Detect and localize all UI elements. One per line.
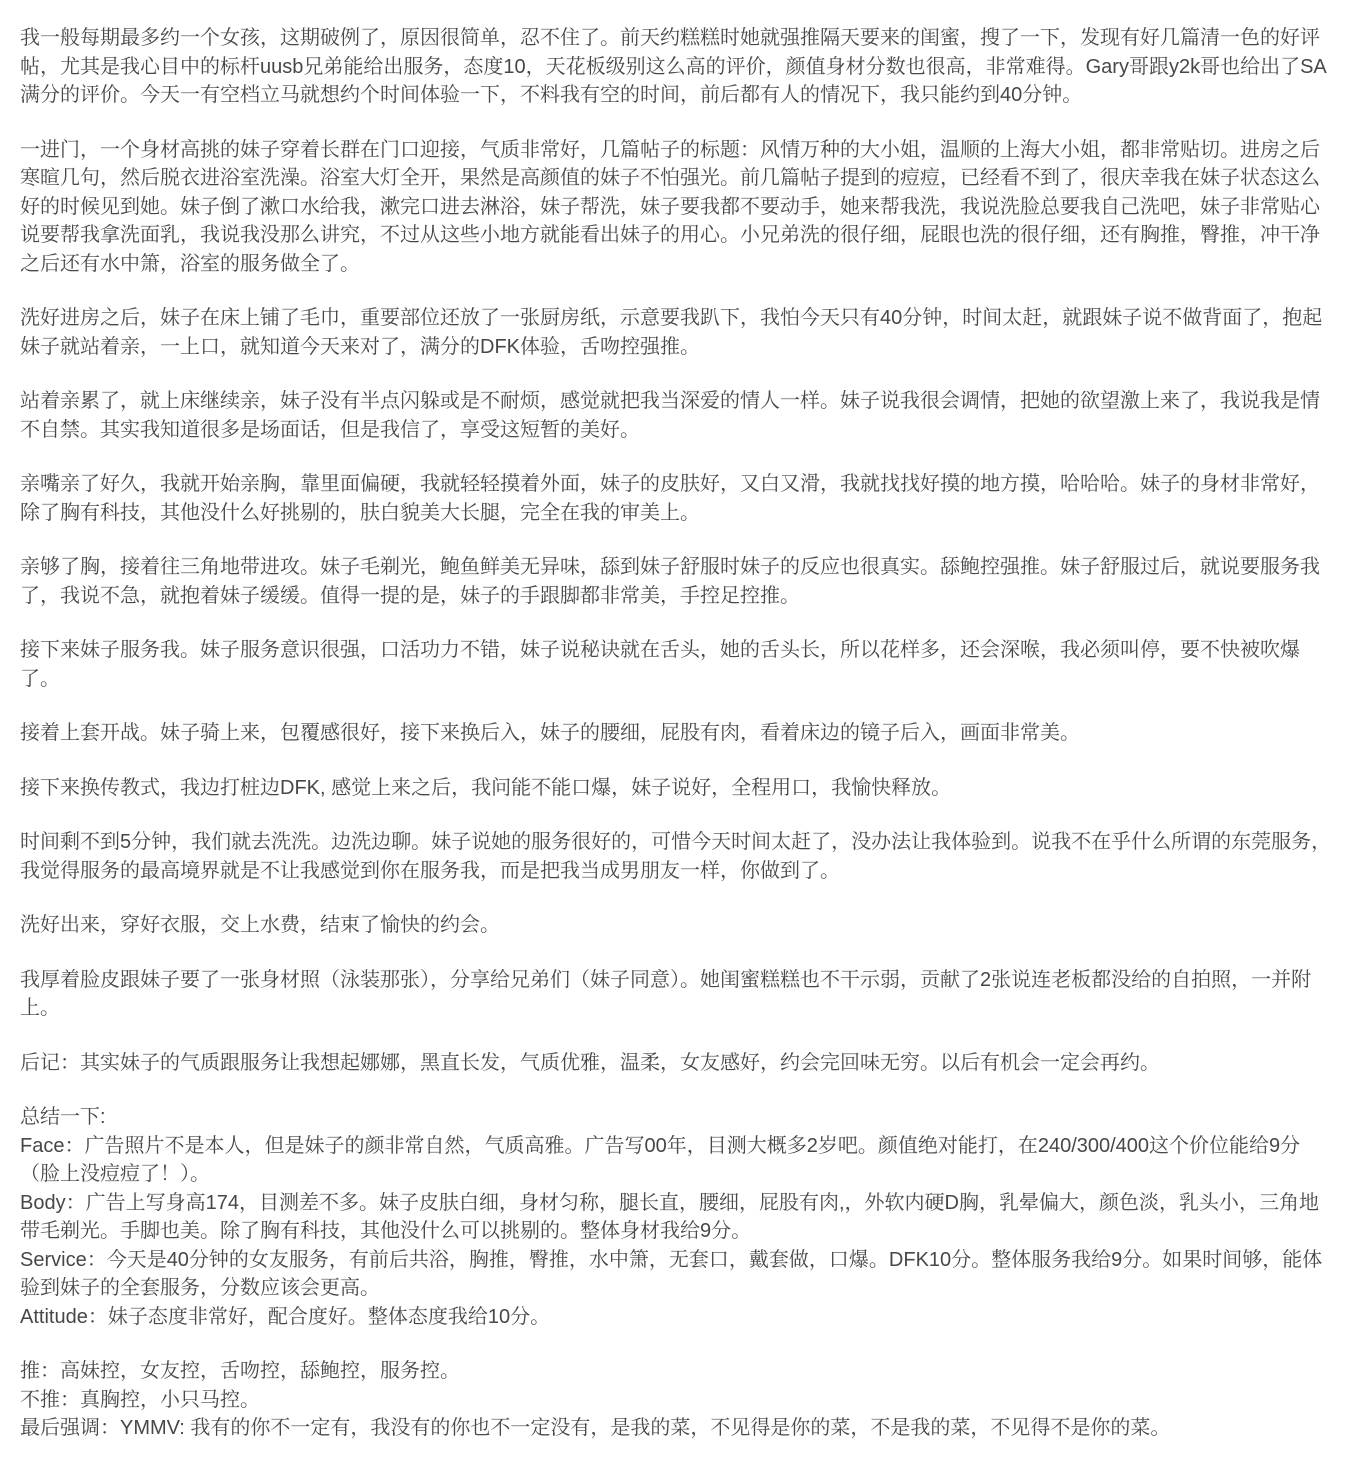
recommendation-block xyxy=(20,1357,1336,1443)
post-paragraph-kissing: 站着亲累了，就上床继续亲，妹子没有半点闪躲或是不耐烦，感觉就把我当深爱的情人一样。妹子说我很会调情，把她的欲望激上来了，我说我是情不自禁。其实我知道很多是场面话，但是我信了，享受这短暂的美好。 xyxy=(20,390,1320,441)
post-paragraph-chat: 时间剩不到5分钟，我们就去洗洗。边洗边聊。妹子说她的服务很好的，可惜今天时间太赶了，没办法让我体验到。说我不在乎什么所谓的东莞服务，我觉得服务的最高境界就是不让我感觉到你在服务我，而是把我当成男朋友一样，你做到了。 xyxy=(20,831,1332,882)
recommend-line: 推：高妹控，女友控，舌吻控，舔鲍控，服务控。 xyxy=(20,1360,460,1382)
post-paragraph-foreplay: 亲够了胸，接着往三角地带进攻。妹子毛剃光，鲍鱼鲜美无异味，舔到妹子舒服时妹子的反应也很真实。舔鲍控强推。妹子舒服过后，就说要服务我了，我说不急，就抱着妹子缓缓。值得一提的是，妹子的手跟脚都非常美，手控足控推。 xyxy=(20,556,1320,607)
post-paragraph-main: 接着上套开战。妹子骑上来，包覆感很好，接下来换后入，妹子的腰细，屁股有肉，看着床边的镜子后入，画面非常美。 xyxy=(20,722,1080,744)
summary-line-attitude: Attitude：妹子态度非常好，配合度好。整体态度我给10分。 xyxy=(20,1305,551,1328)
post-paragraph-leaving: 洗好出来，穿好衣服，交上水费，结束了愉快的约会。 xyxy=(20,914,500,936)
post-paragraph-arrival: 一进门，一个身材高挑的妹子穿着长群在门口迎接，气质非常好，几篇帖子的标题：风情万种的大小姐，温顺的上海大小姐，都非常贴切。进房之后寒暄几句，然后脱衣进浴室洗澡。浴室大灯全开，果然是高颜值的妹子不怕强光。前几篇帖子提到的痘痘，已经看不到了，很庆幸我在妹子状态这么好的时候见到她。妹子倒了漱口水给我，漱完口进去淋浴，妹子帮洗，妹子要我都不要动手，她来帮我洗，我说洗脸总要我自己洗吧，妹子非常贴心说要帮我拿洗面乳，我说我没那么讲究，不过从这些小地方就能看出妹子的用心。小兄弟洗的很仔细，屁眼也洗的很仔细，还有胸推，臀推，冲干净之后还有水中箫，浴室的服务做全了。 xyxy=(20,138,1320,275)
summary-line-face: Face：广告照片不是本人，但是妹子的颜非常自然，气质高雅。广告写00年，目测大概多2岁吧。颜值绝对能打，在240/300/400这个价位能给9分（脸上没痘痘了！）。 xyxy=(20,1134,1301,1185)
post-paragraph-photos: 我厚着脸皮跟妹子要了一张身材照（泳装那张），分享给兄弟们（妹子同意）。她闺蜜糕糕也不干示弱，贡献了2张说连老板都没给的自拍照，一并附上。 xyxy=(20,968,1312,1019)
summary-line-body: Body：广告上写身高174，目测差不多。妹子皮肤白细，身材匀称，腿长直，腰细，屁股有肉,，外软内硬D胸，乳晕偏大，颜色淡，乳头小，三角地带毛剃光。手脚也美。除了胸有科技，其他没什么可以挑剔的。整体身材我给9分。 xyxy=(20,1191,1319,1242)
final-note-line: 最后强调：YMMV: 我有的你不一定有，我没有的你也不一定没有，是我的菜，不见得是你的菜，不是我的菜，不见得不是你的菜。 xyxy=(20,1417,1171,1439)
not-recommend-line: 不推：真胸控，小只马控。 xyxy=(20,1388,260,1411)
post-paragraph-room: 洗好进房之后，妹子在床上铺了毛巾，重要部位还放了一张厨房纸，示意要我趴下，我怕今天只有40分钟，时间太赶，就跟妹子说不做背面了，抱起妹子就站着亲，一上口，就知道今天来对了，满分的DFK体验，舌吻控强推。 xyxy=(20,307,1323,358)
summary-block xyxy=(20,1103,1336,1331)
post-paragraph-epilogue: 后记：其实妹子的气质跟服务让我想起娜娜，黑直长发，气质优雅，温柔，女友感好，约会完回味无穷。以后有机会一定会再约。 xyxy=(20,1051,1160,1074)
post-paragraph-intro: 我一般每期最多约一个女孩，这期破例了，原因很简单，忍不住了。前天约糕糕时她就强推隔天要来的闺蜜，搜了一下，发现有好几篇清一色的好评帖，尤其是我心目中的标杆uusb兄弟能给出服务，态度10，天花板级别这么高的评价，颜值身材分数也很高，非常难得。Gary哥跟y2k哥也给出了SA满分的评价。今天一有空档立马就想约个时间体验一下，不料我有空的时间，前后都有人的情况下，我只能约到40分钟。 xyxy=(20,27,1327,106)
summary-heading: 总结一下: xyxy=(20,1106,106,1128)
post-paragraph-service: 接下来妹子服务我。妹子服务意识很强，口活功力不错，妹子说秘诀就在舌头，她的舌头长，所以花样多，还会深喉，我必须叫停，要不快被吹爆了。 xyxy=(20,639,1300,690)
summary-line-service: Service：今天是40分钟的女友服务，有前后共浴，胸推，臀推，水中箫，无套口，戴套做，口爆。DFK10分。整体服务我给9分。如果时间够，能体验到妹子的全套服务，分数应该会更高。 xyxy=(20,1248,1323,1299)
post-paragraph-figure: 亲嘴亲了好久，我就开始亲胸，靠里面偏硬，我就轻轻摸着外面，妹子的皮肤好，又白又滑，我就找找好摸的地方摸，哈哈哈。妹子的身材非常好，除了胸有科技，其他没什么好挑剔的，肤白貌美大长腿，完全在我的审美上。 xyxy=(20,473,1320,524)
post-paragraph-finish: 接下来换传教式，我边打桩边DFK, 感觉上来之后，我问能不能口爆，妹子说好，全程用口，我愉快释放。 xyxy=(20,776,952,799)
